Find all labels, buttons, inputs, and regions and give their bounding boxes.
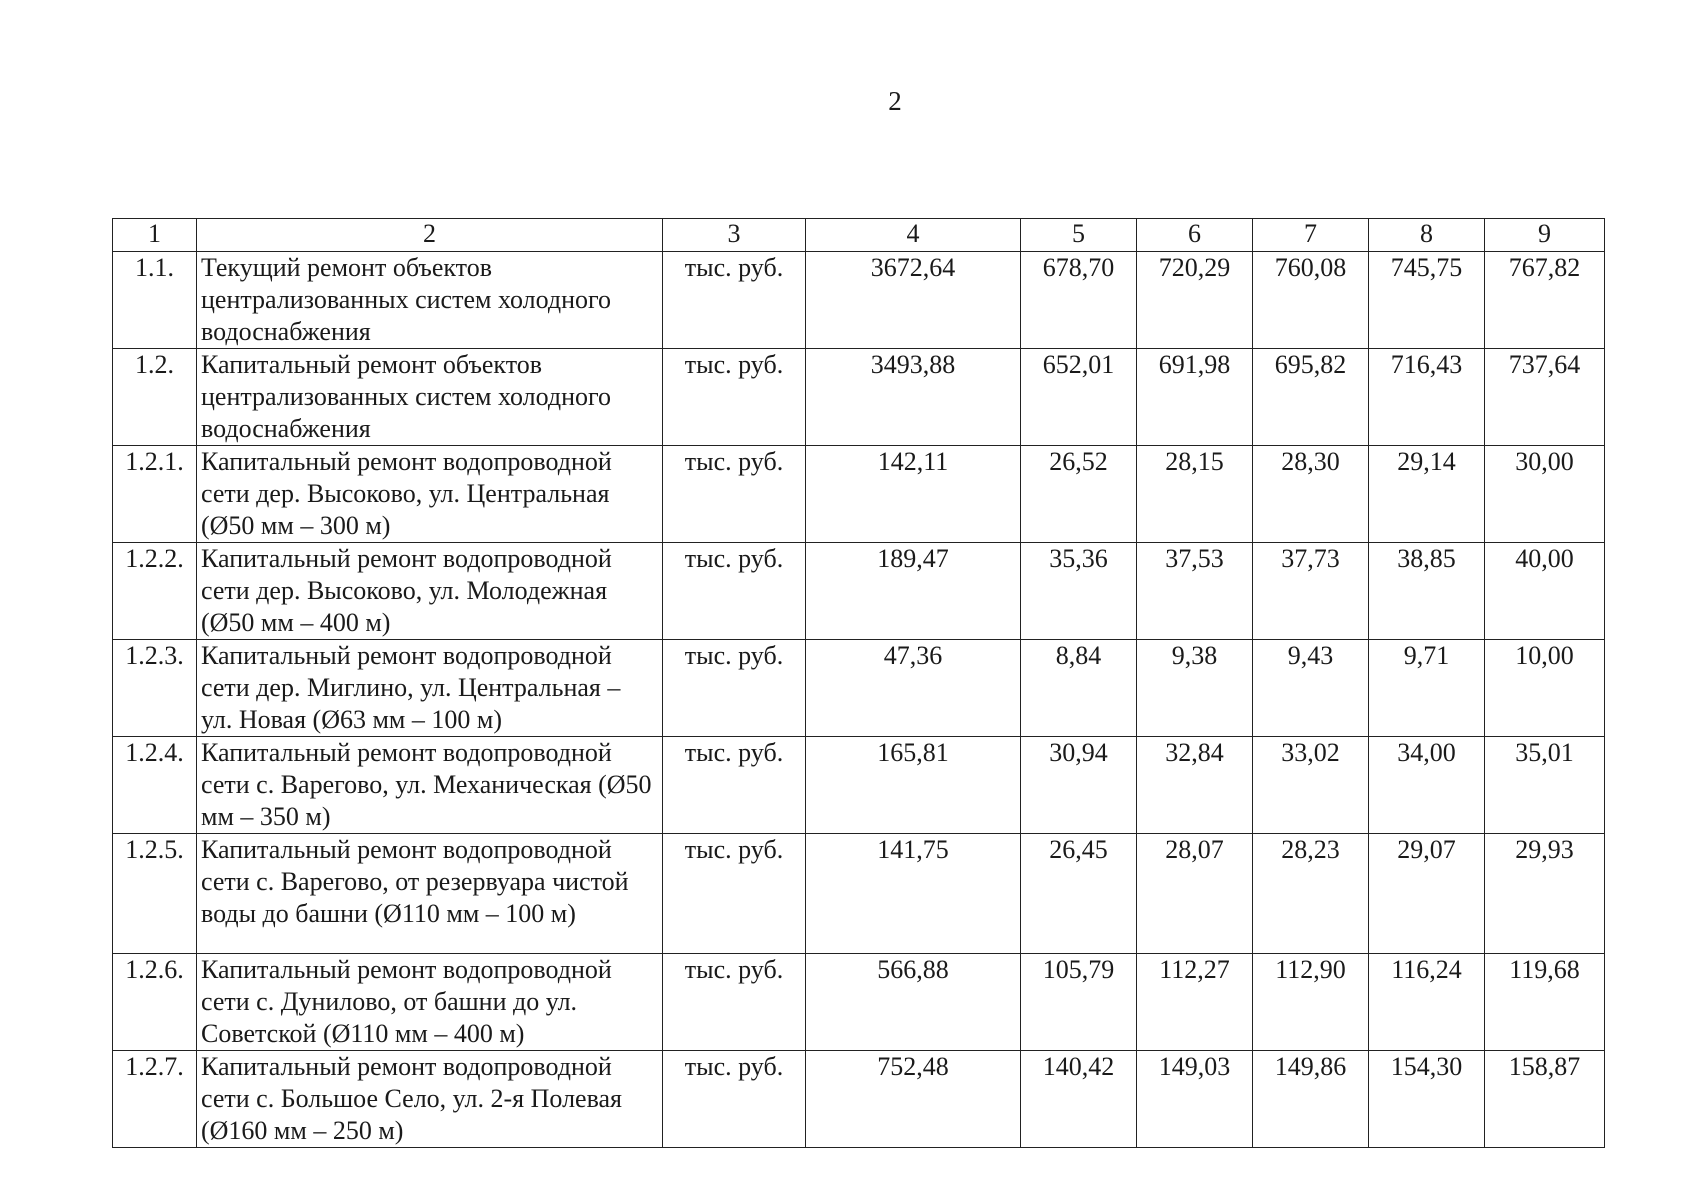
row-number: 1.2.7. [113, 1051, 197, 1148]
row-value-col-6: 720,29 [1137, 252, 1253, 349]
row-unit: тыс. руб. [663, 252, 806, 349]
row-number: 1.2.4. [113, 737, 197, 834]
row-unit: тыс. руб. [663, 834, 806, 954]
table-row [113, 446, 1605, 543]
row-value-col-8: 29,14 [1369, 446, 1485, 543]
column-header-1: 1 [113, 219, 197, 252]
table-row [113, 640, 1605, 737]
row-unit: тыс. руб. [663, 1051, 806, 1148]
row-number: 1.2.6. [113, 954, 197, 1051]
row-value-col-4: 3493,88 [806, 349, 1021, 446]
row-description: Капитальный ремонт водопроводной сети с. Большое Село, ул. 2-я Полевая (Ø160 мм – 250 м) [197, 1051, 663, 1148]
row-value-col-9: 10,00 [1485, 640, 1605, 737]
row-value-col-6: 149,03 [1137, 1051, 1253, 1148]
row-unit: тыс. руб. [663, 954, 806, 1051]
row-description: Капитальный ремонт водопроводной сети дер. Высоково, ул. Молодежная (Ø50 мм – 400 м) [197, 543, 663, 640]
row-unit: тыс. руб. [663, 349, 806, 446]
table-row [113, 737, 1605, 834]
row-value-col-8: 716,43 [1369, 349, 1485, 446]
row-description: Капитальный ремонт водопроводной сети дер. Миглино, ул. Центральная – ул. Новая (Ø63 мм – 100 м) [197, 640, 663, 737]
investment-table [112, 218, 1605, 1148]
column-header-5: 5 [1021, 219, 1137, 252]
row-number: 1.1. [113, 252, 197, 349]
row-description: Капитальный ремонт водопроводной сети с. Дунилово, от башни до ул. Советской (Ø110 мм – 400 м) [197, 954, 663, 1051]
row-description: Капитальный ремонт водопроводной сети с. Варегово, ул. Механическая (Ø50 мм – 350 м) [197, 737, 663, 834]
column-header-8: 8 [1369, 219, 1485, 252]
row-value-col-4: 3672,64 [806, 252, 1021, 349]
table-row [113, 349, 1605, 446]
row-description: Текущий ремонт объектов централизованных систем холодного водоснабжения [197, 252, 663, 349]
row-value-col-6: 32,84 [1137, 737, 1253, 834]
row-value-col-7: 37,73 [1253, 543, 1369, 640]
row-value-col-5: 105,79 [1021, 954, 1137, 1051]
row-value-col-9: 158,87 [1485, 1051, 1605, 1148]
row-value-col-4: 752,48 [806, 1051, 1021, 1148]
table-header [113, 219, 1605, 252]
table-row [113, 543, 1605, 640]
row-value-col-6: 28,07 [1137, 834, 1253, 954]
row-value-col-9: 767,82 [1485, 252, 1605, 349]
row-value-col-8: 29,07 [1369, 834, 1485, 954]
row-value-col-7: 760,08 [1253, 252, 1369, 349]
row-value-col-5: 26,45 [1021, 834, 1137, 954]
row-value-col-5: 140,42 [1021, 1051, 1137, 1148]
row-value-col-6: 28,15 [1137, 446, 1253, 543]
table-row [113, 834, 1605, 954]
row-value-col-4: 165,81 [806, 737, 1021, 834]
row-unit: тыс. руб. [663, 543, 806, 640]
row-value-col-4: 142,11 [806, 446, 1021, 543]
row-description: Капитальный ремонт объектов централизованных систем холодного водоснабжения [197, 349, 663, 446]
column-header-9: 9 [1485, 219, 1605, 252]
row-number: 1.2.3. [113, 640, 197, 737]
row-value-col-6: 112,27 [1137, 954, 1253, 1051]
row-value-col-4: 141,75 [806, 834, 1021, 954]
page-number: 2 [888, 86, 902, 116]
row-value-col-5: 8,84 [1021, 640, 1137, 737]
header-row [113, 219, 1605, 252]
row-value-col-9: 30,00 [1485, 446, 1605, 543]
row-value-col-4: 47,36 [806, 640, 1021, 737]
row-unit: тыс. руб. [663, 737, 806, 834]
table-row [113, 954, 1605, 1051]
row-value-col-7: 149,86 [1253, 1051, 1369, 1148]
row-number: 1.2.2. [113, 543, 197, 640]
row-value-col-7: 9,43 [1253, 640, 1369, 737]
table-row [113, 1051, 1605, 1148]
row-value-col-9: 40,00 [1485, 543, 1605, 640]
row-value-col-9: 737,64 [1485, 349, 1605, 446]
row-value-col-7: 28,30 [1253, 446, 1369, 543]
column-header-7: 7 [1253, 219, 1369, 252]
row-value-col-5: 678,70 [1021, 252, 1137, 349]
row-number: 1.2.1. [113, 446, 197, 543]
row-value-col-5: 30,94 [1021, 737, 1137, 834]
row-value-col-4: 566,88 [806, 954, 1021, 1051]
row-value-col-9: 119,68 [1485, 954, 1605, 1051]
row-value-col-9: 35,01 [1485, 737, 1605, 834]
column-header-3: 3 [663, 219, 806, 252]
row-value-col-5: 652,01 [1021, 349, 1137, 446]
row-unit: тыс. руб. [663, 446, 806, 543]
row-value-col-7: 33,02 [1253, 737, 1369, 834]
row-number: 1.2. [113, 349, 197, 446]
row-value-col-6: 691,98 [1137, 349, 1253, 446]
row-value-col-8: 745,75 [1369, 252, 1485, 349]
row-value-col-5: 35,36 [1021, 543, 1137, 640]
column-header-6: 6 [1137, 219, 1253, 252]
row-description: Капитальный ремонт водопроводной сети дер. Высоково, ул. Центральная (Ø50 мм – 300 м) [197, 446, 663, 543]
row-value-col-4: 189,47 [806, 543, 1021, 640]
row-value-col-6: 37,53 [1137, 543, 1253, 640]
row-value-col-9: 29,93 [1485, 834, 1605, 954]
row-value-col-8: 154,30 [1369, 1051, 1485, 1148]
row-value-col-8: 116,24 [1369, 954, 1485, 1051]
row-value-col-8: 38,85 [1369, 543, 1485, 640]
table-row [113, 252, 1605, 349]
row-description: Капитальный ремонт водопроводной сети с. Варегово, от резервуара чистой воды до башни (Ø110 мм – 100 м) [197, 834, 663, 954]
row-value-col-5: 26,52 [1021, 446, 1137, 543]
column-header-4: 4 [806, 219, 1021, 252]
table-body [113, 252, 1605, 1148]
row-value-col-7: 695,82 [1253, 349, 1369, 446]
row-number: 1.2.5. [113, 834, 197, 954]
row-value-col-6: 9,38 [1137, 640, 1253, 737]
row-value-col-7: 28,23 [1253, 834, 1369, 954]
row-value-col-8: 34,00 [1369, 737, 1485, 834]
row-value-col-8: 9,71 [1369, 640, 1485, 737]
row-value-col-7: 112,90 [1253, 954, 1369, 1051]
column-header-2: 2 [197, 219, 663, 252]
row-unit: тыс. руб. [663, 640, 806, 737]
